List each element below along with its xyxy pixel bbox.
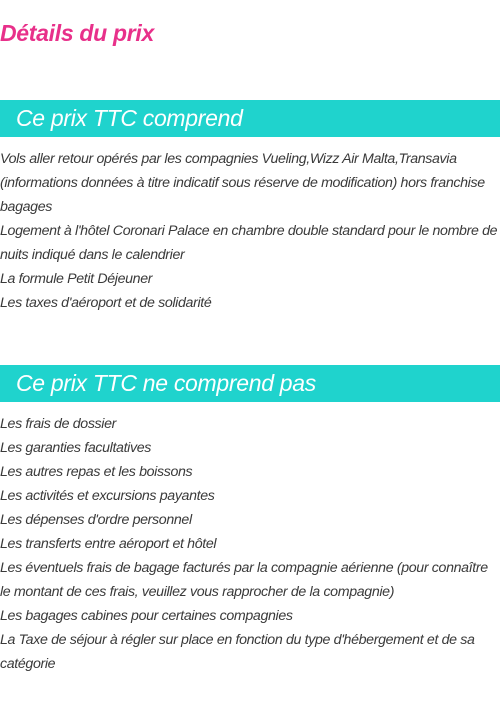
list-item: La formule Petit Déjeuner xyxy=(0,271,153,287)
section-header-excludes xyxy=(0,365,500,402)
section-heading-includes: Ce prix TTC comprend xyxy=(16,105,243,131)
page-title: Détails du prix xyxy=(0,20,154,46)
list-item: Les frais de dossier xyxy=(0,416,117,432)
list-item: La Taxe de séjour à régler sur place en fonction du type d'hébergement et de sa catégorie xyxy=(0,632,475,672)
excludes-list xyxy=(0,412,500,676)
includes-list xyxy=(0,147,500,315)
list-item: Les transferts entre aéroport et hôtel xyxy=(0,536,217,552)
section-header-includes xyxy=(0,100,500,137)
list-item: Les bagages cabines pour certaines compagnies xyxy=(0,608,293,624)
list-item: Les autres repas et les boissons xyxy=(0,464,193,480)
list-item: Logement à l'hôtel Coronari Palace en chambre double standard pour le nombre de nuits indiqué dans le calendrier xyxy=(0,223,498,263)
section-heading-excludes: Ce prix TTC ne comprend pas xyxy=(16,370,316,396)
list-item: Les éventuels frais de bagage facturés par la compagnie aérienne (pour connaître le montant de ces frais, veuillez vous rapprocher de la compagnie) xyxy=(0,560,488,600)
list-item: Vols aller retour opérés par les compagnies Vueling,Wizz Air Malta,Transavia (informations données à titre indicatif sous réserve de modification) hors franchise bagages xyxy=(0,151,485,215)
list-item: Les dépenses d'ordre personnel xyxy=(0,512,192,528)
list-item: Les garanties facultatives xyxy=(0,440,151,456)
list-item: Les taxes d'aéroport et de solidarité xyxy=(0,295,212,311)
list-item: Les activités et excursions payantes xyxy=(0,488,215,504)
